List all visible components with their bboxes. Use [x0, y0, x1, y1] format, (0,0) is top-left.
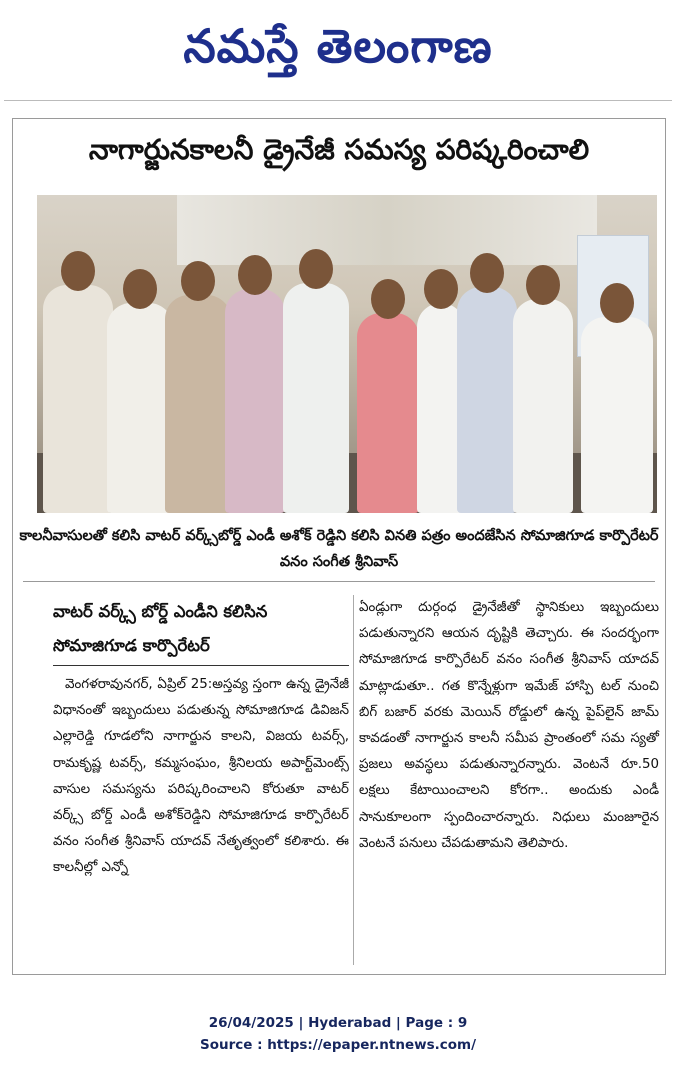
column-divider: [353, 595, 354, 965]
masthead-divider: [4, 100, 672, 101]
article-headline: నాగార్జునకాలనీ డ్రైనేజీ సమస్య పరిష్కరించాలి: [88, 133, 590, 166]
photo-person: [225, 289, 285, 513]
footer-source-link[interactable]: Source : https://epaper.ntnews.com/: [199, 1037, 477, 1053]
sub-headline-line-1: వాటర్ వర్క్స్ బోర్డ్ ఎండీని కలిసిన: [53, 602, 268, 621]
newspaper-masthead: నమస్తే తెలంగాణ: [183, 19, 493, 73]
photo-person: [165, 295, 231, 513]
sub-headline: [53, 595, 349, 666]
news-clipping: [12, 118, 666, 975]
article-column-2: [359, 595, 659, 857]
article-photo: [37, 195, 657, 513]
photo-person: [357, 313, 419, 513]
photo-person: [581, 317, 653, 513]
photo-person: [283, 283, 349, 513]
photo-person: [457, 287, 517, 513]
photo-person: [107, 303, 173, 513]
photo-person: [43, 285, 113, 513]
photo-window: [177, 195, 597, 265]
footer-date-page: 26/04/2025 | Hyderabad | Page : 9: [208, 1015, 468, 1031]
photo-caption: కాలనీవాసులతో కలిసి వాటర్ వర్క్స్‌బోర్డ్ ఎండీ అశోక్ రెడ్డిని కలిసి వినతి పత్రం అందజేసిన సోమాజిగూడ కార్పొరేటర్ వనం సంగీత శ్రీనివాస్: [19, 528, 659, 570]
article-body-column-2: ఏండ్లుగా దుర్గంధ డ్రైనేజీతో స్థానికులు ఇబ్బందులు పడుతున్నారని ఆయన దృష్టికి తెచ్చారు. ఈ సందర్భంగా సోమాజిగూడ కార్పొరేటర్ వనం సంగీత శ్రీనివాస్ యాదవ్ మాట్లాడుతూ.. గత కొన్నేళ్లుగా ఇమేజ్ హాస్పి టల్ నుంచి బిగ్ బజార్ వరకు మెయిన్ రోడ్డులో ఉన్న పైప్‌లైన్ జామ్ కావడంతో నాగార్జున కాలనీ సమీప ప్రాంతంలో సమ స్యతో ప్రజలు అవస్థలు పడుతున్నారన్నారు. వెంటనే రూ.50 లక్షలు కేటాయించాలని కోరగా.. అందుకు ఎండీ సానుకూలంగా స్పందించారన్నారు. నిధులు మంజూరైన వెంటనే పనులు చేపడుతామని తెలిపారు.: [359, 600, 659, 851]
caption-divider: [23, 581, 655, 582]
article-body-column-1: వెంగళరావునగర్, ఏప్రిల్ 25:అస్తవ్య స్తంగా ఉన్న డ్రైనేజీ విధానంతో ఇబ్బందులు పడుతున్న సోమాజిగూడ డివిజన్ ఎల్లారెడ్డి గూడలోని నాగార్జున కాలని, విజయ టవర్స్, రామకృష్ణ టవర్స్, కమ్మసంఘం, శ్రీనిలయ అపార్ట్‌మెంట్స్ వాసుల సమస్యను పరిష్కరించాలని కోరుతూ వాటర్ వర్క్స్ బోర్డ్ ఎండీ అశోక్‌రెడ్డిని సోమాజిగూడ కార్పొరేటర్ వనం సంగీత శ్రీనివాస్ యాదవ్ నేతృత్వంలో కలిశారు. ఈ కాలనీల్లో ఎన్నో: [53, 677, 349, 876]
sub-headline-line-2: సోమాజిగూడ కార్పొరేటర్: [53, 636, 210, 655]
photo-person: [513, 299, 573, 513]
source-footer: [0, 1012, 676, 1056]
article-column-1: [53, 595, 349, 882]
